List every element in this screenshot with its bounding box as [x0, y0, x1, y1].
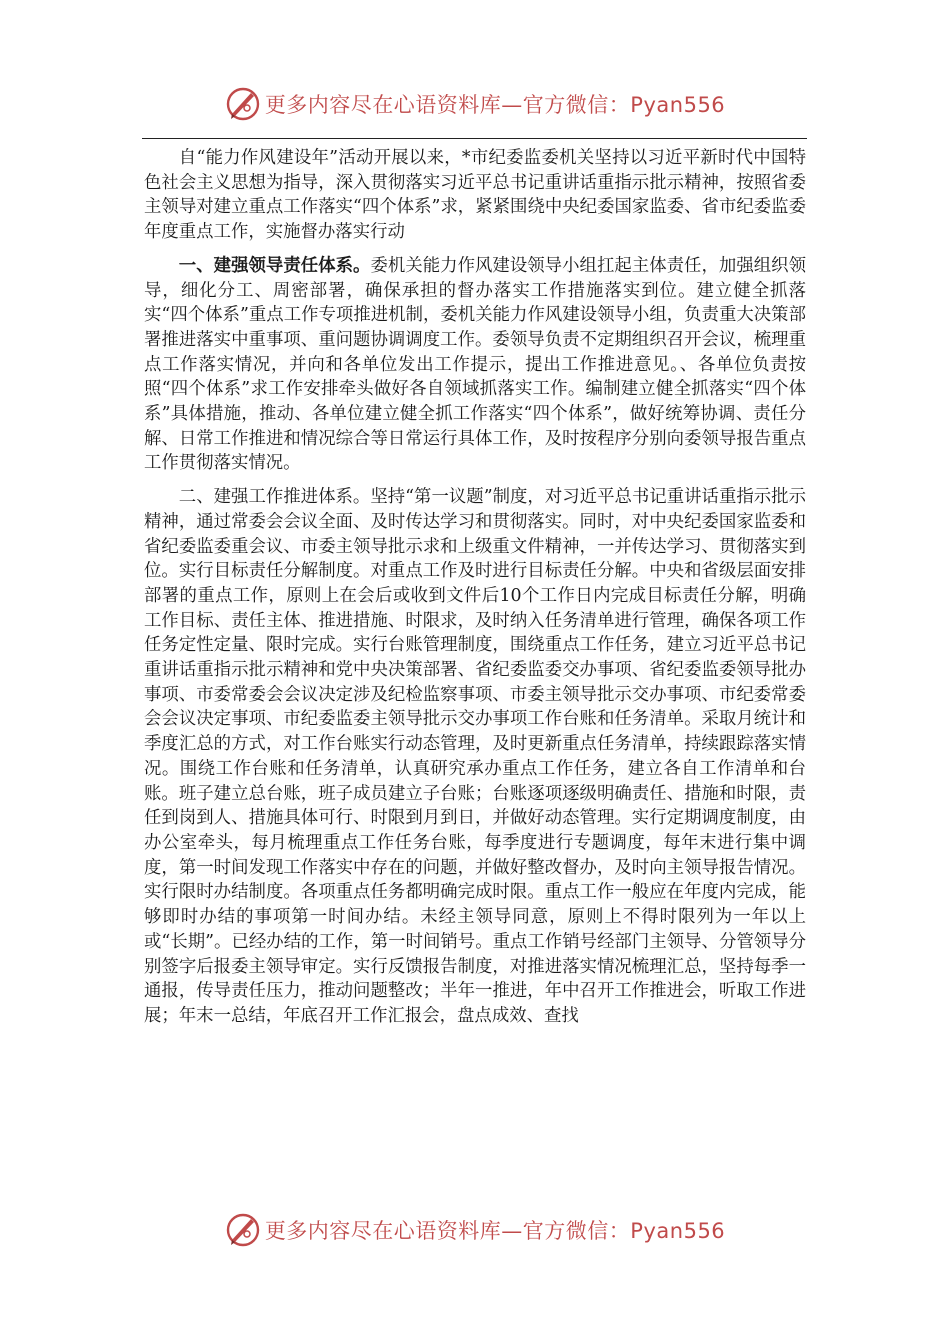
paragraph-intro	[144, 146, 806, 245]
header-banner-content	[225, 86, 725, 122]
paragraph-intro-text: 自“能力作风建设年”活动开展以来，*市纪委监委机关坚持以习近平新时代中国特色社会主义思想为指导，深入贯彻落实习近平总书记重讲话重指示批示精神，按照省委主领导对建立重点工作落实“四个体系”求，紧紧围绕中央纪委国家监委、省市纪委监委年度重点工作，实施督办落实行动	[144, 148, 806, 243]
brand-pen-logo-icon	[225, 1212, 261, 1248]
paragraph-leadership-system	[144, 254, 806, 476]
paragraph-leadership-text: 委机关能力作风建设领导小组扛起主体责任，加强组织领导，细化分工、周密部署，确保承担的督办落实工作措施落实到位。建立健全抓落实“四个体系”重点工作专项推进机制，委机关能力作风建设领导小组，负责重大决策部署推进落实中重事项、重问题协调调度工作。委领导负责不定期组织召开会议，梳理重点工作落实情况，并向和各单位发出工作提示，提出工作推进意见。、各单位负责按照“四个体系”求工作安排牵头做好各自领域抓落实工作。编制建立健全抓落实“四个体系”具体措施，推动、各单位建立健全抓工作落实“四个体系”，做好统筹协调、责任分解、日常工作推进和情况综合等日常运行具体工作，及时按程序分别向委领导报告重点工作贯彻落实情况。	[144, 255, 806, 474]
section-heading-leadership: 一、建强领导责任体系。	[178, 255, 371, 276]
footer-banner-content	[225, 1212, 725, 1248]
footer-banner	[0, 1210, 950, 1250]
paragraph-work-promotion-text: 二、建强工作推进体系。坚持“第一议题”制度，对习近平总书记重讲话重指示批示精神，通过常委会会议全面、及时传达学习和贯彻落实。同时，对中央纪委国家监委和省纪委监委重会议、市委主领导批示求和上级重文件精神，一并传达学习、贯彻落实到位。实行目标责任分解制度。对重点工作及时进行目标责任分解。中央和省级层面安排部署的重点工作，原则上在会后或收到文件后10个工作日内完成目标责任分解，明确工作目标、责任主体、推进措施、时限求，及时纳入任务清单进行管理，确保各项工作任务定性定量、限时完成。实行台账管理制度，围绕重点工作任务，建立习近平总书记重讲话重指示批示精神和党中央决策部署、省纪委监委交办事项、省纪委监委领导批办事项、市委常委会会议决定涉及纪检监察事项、市委主领导批示交办事项、市纪委常委会会议决定事项、市纪委监委主领导批示交办事项工作台账和任务清单。采取月统计和季度汇总的方式，对工作台账实行动态管理，及时更新重点任务清单，持续跟踪落实情况。围绕工作台账和任务清单，认真研究承办重点工作任务，建立各自工作清单和台账。班子建立总台账，班子成员建立子台账；台账逐项逐级明确责任、措施和时限，责任到岗到人、措施具体可行、时限到月到日，并做好动态管理。实行定期调度制度，由办公室牵头，每月梳理重点工作任务台账，每季度进行专题调度，每年末进行集中调度，第一时间发现工作落实中存在的问题，并做好整改督办，及时向主领导报告情况。实行限时办结制度。各项重点任务都明确完成时限。重点工作一般应在年度内完成，能够即时办结的事项第一时间办结。未经主领导同意，原则上不得时限列为一年以上或“长期”。已经办结的工作，第一时间销号。重点工作销号经部门主领导、分管领导分别签字后报委主领导审定。实行反馈报告制度，对推进落实情况梳理汇总，坚持每季一通报，传导责任压力，推动问题整改；半年一推进，年中召开工作推进会，听取工作进展；年末一总结，年底召开工作汇报会，盘点成效、查找	[144, 487, 806, 1026]
brand-pen-logo-icon	[225, 86, 261, 122]
paragraph-work-promotion-system	[144, 485, 806, 1028]
header-banner-text: 更多内容尽在心语资料库—官方微信：Pyan556	[264, 93, 726, 117]
document-body	[144, 146, 806, 1029]
header-banner	[0, 84, 950, 124]
footer-banner-text: 更多内容尽在心语资料库—官方微信：Pyan556	[264, 1219, 726, 1243]
header-divider	[142, 138, 807, 139]
